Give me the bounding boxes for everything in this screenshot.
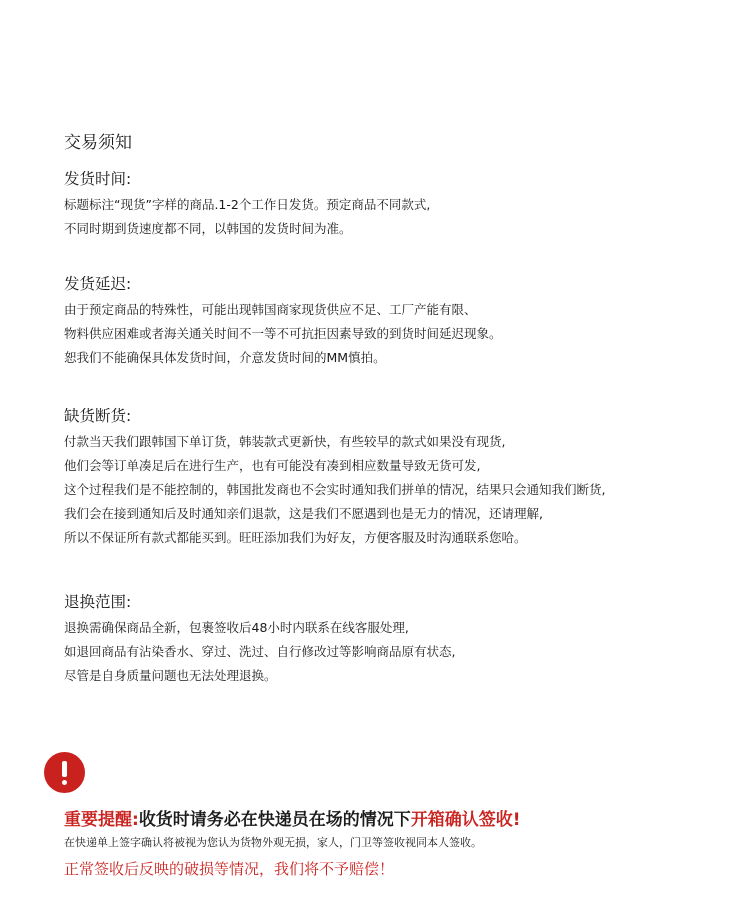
notice-label: 重要提醒: [64,810,139,830]
notice-subtext: 在快递单上签字确认将被视为您认为货物外观无损，家人，门卫等签收视同本人签收。 [64,836,482,849]
section-heading: 退换范围: [64,593,132,611]
important-notice-title [64,808,521,832]
section-heading: 缺货断货: [64,407,132,425]
section-line: 他们会等订单凑足后在进行生产，也有可能没有凑到相应数量导致无货可发, [64,458,481,473]
section-line: 标题标注“现货”字样的商品.1-2个工作日发货。预定商品不同款式, [64,197,431,212]
section-line: 如退回商品有沾染香水、穿过、洗过、自行修改过等影响商品原有状态, [64,644,456,659]
section-line: 恕我们不能确保具体发货时间，介意发货时间的MM慎拍。 [64,350,386,365]
exclamation-icon [44,752,85,793]
section-line: 付款当天我们跟韩国下单订货，韩装款式更新快，有些较早的款式如果没有现货, [64,434,506,449]
notice-footer: 正常签收后反映的破损等情况，我们将不予赔偿！ [64,860,395,878]
exclamation-bar [62,761,67,777]
section-shipping-time [64,169,430,241]
page-title: 交易须知 [64,133,132,153]
section-returns-scope [64,592,455,688]
section-line: 尽管是自身质量问题也无法处理退换。 [64,668,277,683]
section-line: 这个过程我们是不能控制的，韩国批发商也不会实时通知我们拼单的情况，结果只会通知我们断货, [64,482,606,497]
section-out-of-stock [64,406,605,550]
section-shipping-delay [64,274,502,370]
exclamation-dot [62,780,67,785]
section-heading: 发货时间: [64,170,132,188]
section-line: 退换需确保商品全新，包裹签收后48小时内联系在线客服处理, [64,620,409,635]
section-heading: 发货延迟: [64,275,132,293]
section-line: 所以不保证所有款式都能买到。旺旺添加我们为好友，方便客服及时沟通联系您哈。 [64,530,527,545]
section-line: 不同时期到货速度都不同，以韩国的发货时间为准。 [64,221,352,236]
section-line: 由于预定商品的特殊性，可能出现韩国商家现货供应不足、工厂产能有限、 [64,302,477,317]
notice-main-text: 收货时请务必在快递员在场的情况下 [138,810,411,830]
section-line: 我们会在接到通知后及时通知亲们退款，这是我们不愿遇到也是无力的情况，还请理解, [64,506,543,521]
notice-emphasis-text: 开箱确认签收! [410,810,521,830]
section-line: 物料供应困难或者海关通关时间不一等不可抗拒因素导致的到货时间延迟现象。 [64,326,502,341]
